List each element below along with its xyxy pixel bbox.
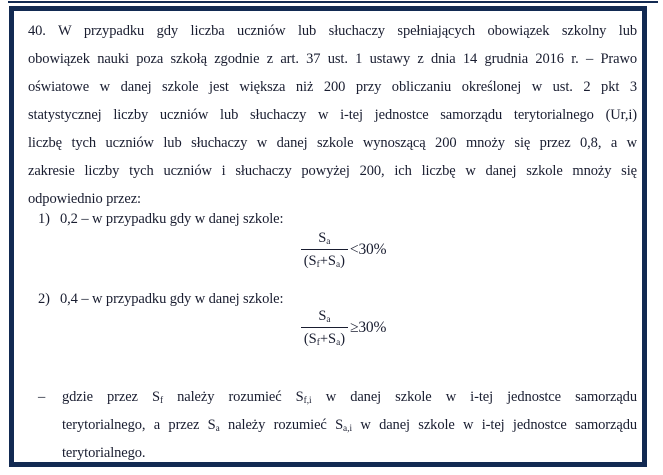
fraction-denominator: $(S_f+S_a)$ [301, 249, 348, 271]
text-line: zakresie liczby tych uczniów i słuchaczy powyżej 200, ich liczbę w danej szkole mnoży się [28, 163, 637, 179]
note-text [62, 383, 637, 467]
fraction-numerator: $S_a$ [318, 308, 331, 326]
note-paragraph [28, 383, 637, 467]
formula-1-relation: <30% [349, 241, 387, 258]
formula-1-fraction [301, 229, 348, 271]
text-line: liczbę tych uczniów lub słuchaczy w danej szkole wynoszącą 200 mnoży się przez 0,8, a w [28, 135, 637, 151]
text-line: odpowiednio przez: [28, 191, 141, 207]
formula-1 [28, 229, 637, 271]
note-dash-marker: – [38, 389, 46, 405]
fraction-denominator: $(S_f+S_a)$ [301, 327, 348, 349]
main-paragraph [28, 17, 637, 213]
fraction-numerator: $S_a$ [318, 230, 331, 248]
formula-2-fraction [301, 307, 348, 349]
text-line: gdzie przez $S_f$ należy rozumieć $S_{f,i}$ w danej szkole w i-tej jednostce samorządu [62, 389, 637, 407]
document-border-frame [9, 6, 647, 467]
text-line: oświatowe w danej szkole jest większa niż 200 przy obliczaniu określonej w ust. 2 pkt 3 [28, 79, 637, 95]
formula-2 [28, 307, 637, 349]
top-horizontal-rule [8, 1, 658, 3]
text-line: statystycznej liczby uczniów lub słuchaczy w i-tej jednostce samorządu terytorialnego (Ur,i) [28, 107, 637, 123]
text-line: terytorialnego. [62, 445, 146, 461]
formula-2-relation: ≥30% [350, 319, 387, 336]
list-item-1-text: 0,2 – w przypadku gdy w danej szkole: [60, 211, 284, 227]
list-item-2-text: 0,4 – w przypadku gdy w danej szkole: [60, 291, 284, 307]
list-item-1-marker: 1) [38, 211, 50, 227]
text-line: obowiązek nauki poza szkołą zgodnie z art. 37 ust. 1 ustawy z dnia 14 grudnia 2016 r. – Prawo [28, 51, 637, 67]
list-item-2-marker: 2) [38, 291, 50, 307]
text-line: terytorialnego, a przez $S_a$ należy rozumieć $S_{a,i}$ w danej szkole w i-tej jednostce samorządu [62, 417, 637, 435]
text-line: 40. W przypadku gdy liczba uczniów lub słuchaczy spełniających obowiązek szkolny lub [28, 23, 637, 39]
